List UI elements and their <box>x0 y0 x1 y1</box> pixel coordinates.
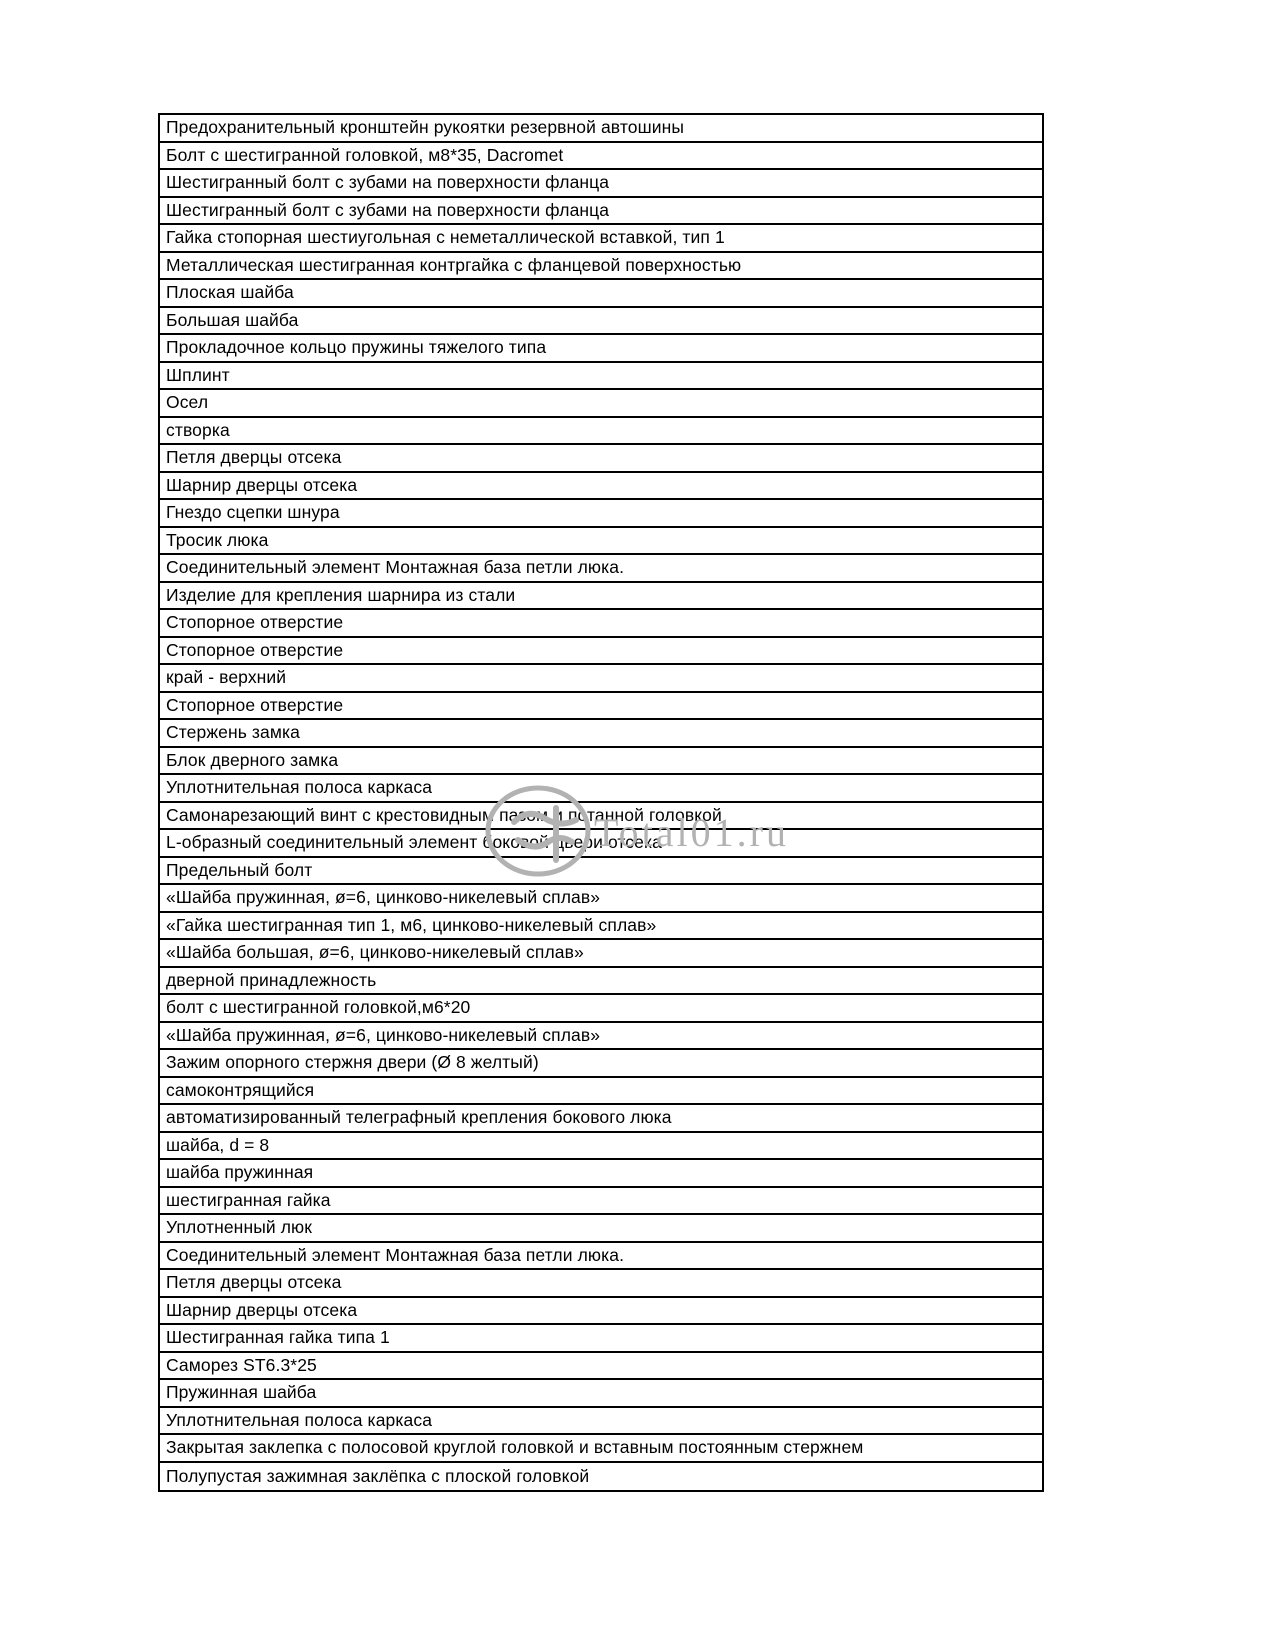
row-text: Болт с шестигранной головкой, м8*35, Dacromet <box>166 144 564 165</box>
table-row <box>160 143 1042 171</box>
table-row <box>160 1270 1042 1298</box>
row-text: край - верхний <box>166 667 287 687</box>
table-row <box>160 693 1042 721</box>
row-text: болт с шестигранной головкой,м6*20 <box>166 997 471 1017</box>
table-row <box>160 280 1042 308</box>
table-row <box>160 638 1042 666</box>
row-text: «Шайба пружинная, ø=6, цинково-никелевый сплав» <box>166 1024 601 1045</box>
row-text: Блок дверного замка <box>166 749 339 770</box>
row-text: Соединительный элемент Монтажная база петли люка. <box>166 557 625 577</box>
table-row <box>160 913 1042 941</box>
row-text: Закрытая заклепка с полосовой круглой головкой и вставным постоянным стержнем <box>166 1437 864 1457</box>
row-text: Стержень замка <box>166 722 300 742</box>
row-text: Шестигранная гайка типа 1 <box>166 1327 390 1347</box>
row-text: Стопорное отверстие <box>166 612 344 632</box>
row-text: Пружинная шайба <box>166 1382 317 1402</box>
table-row <box>160 1435 1042 1463</box>
parts-table <box>158 113 1044 1492</box>
table-row <box>160 1023 1042 1051</box>
table-row <box>160 885 1042 913</box>
table-row <box>160 363 1042 391</box>
table-row <box>160 445 1042 473</box>
table-row <box>160 1160 1042 1188</box>
table-row <box>160 1325 1042 1353</box>
table-row <box>160 115 1042 143</box>
table-row <box>160 473 1042 501</box>
table-row <box>160 1133 1042 1161</box>
row-text: «Шайба большая, ø=6, цинково-никелевый сплав» <box>166 942 584 962</box>
table-row <box>160 308 1042 336</box>
table-row <box>160 830 1042 858</box>
row-text: самоконтрящийся <box>166 1079 315 1100</box>
table-row <box>160 500 1042 528</box>
table-row <box>160 968 1042 996</box>
row-text: L-образный соединительный элемент боковой двери отсека <box>166 832 662 852</box>
table-row <box>160 995 1042 1023</box>
row-text: Стопорное отверстие <box>166 694 344 715</box>
row-text: Шестигранный болт с зубами на поверхности фланца <box>166 172 610 192</box>
row-text: Плоская шайба <box>166 282 294 302</box>
table-row <box>160 940 1042 968</box>
row-text: Шплинт <box>166 364 230 385</box>
row-text: Шестигранный болт с зубами на поверхности фланца <box>166 199 610 220</box>
table-row <box>160 1380 1042 1408</box>
table-row <box>160 418 1042 446</box>
table-row <box>160 1408 1042 1436</box>
table-row <box>160 720 1042 748</box>
table-row <box>160 665 1042 693</box>
row-text: Полупустая зажимная заклёпка с плоской головкой <box>166 1465 590 1486</box>
row-text: шайба, d = 8 <box>166 1134 270 1155</box>
row-text: Петля дверцы отсека <box>166 1272 342 1292</box>
table-row <box>160 170 1042 198</box>
table-row <box>160 1243 1042 1271</box>
row-text: «Шайба пружинная, ø=6, цинково-никелевый сплав» <box>166 887 601 907</box>
row-text: Уплотненный люк <box>166 1217 313 1237</box>
table-row <box>160 775 1042 803</box>
row-text: Тросик люка <box>166 529 269 550</box>
row-text: Шарнир дверцы отсека <box>166 474 358 495</box>
table-row <box>160 748 1042 776</box>
row-text: Петля дверцы отсека <box>166 447 342 467</box>
table-row <box>160 1078 1042 1106</box>
table-row <box>160 225 1042 253</box>
table-row <box>160 803 1042 831</box>
row-text: Уплотнительная полоса каркаса <box>166 1409 433 1430</box>
table-row <box>160 390 1042 418</box>
row-text: дверной принадлежность <box>166 969 377 990</box>
row-text: Шарнир дверцы отсека <box>166 1299 358 1320</box>
row-text: Прокладочное кольцо пружины тяжелого типа <box>166 337 547 357</box>
row-text: Гайка стопорная шестиугольная с неметаллической вставкой, тип 1 <box>166 227 725 247</box>
table-row <box>160 610 1042 638</box>
row-text: створка <box>166 419 230 440</box>
table-row <box>160 1105 1042 1133</box>
row-text: Предельный болт <box>166 859 313 880</box>
watermark-text: Total01.ru <box>594 810 789 855</box>
row-text: Большая шайба <box>166 309 299 330</box>
row-text: Осел <box>166 392 209 412</box>
row-text: шайба пружинная <box>166 1162 314 1182</box>
table-row <box>160 198 1042 226</box>
table-row <box>160 1298 1042 1326</box>
row-text: Изделие для крепления шарнира из стали <box>166 584 516 605</box>
table-row <box>160 1353 1042 1381</box>
table-row <box>160 555 1042 583</box>
table-row <box>160 1050 1042 1078</box>
row-text: Зажим опорного стержня двери (Ø 8 желтый) <box>166 1052 539 1072</box>
row-text: шестигранная гайка <box>166 1189 331 1210</box>
row-text: автоматизированный телеграфный крепления бокового люка <box>166 1107 672 1127</box>
table-row <box>160 1463 1042 1491</box>
row-text: Самонарезающий винт с крестовидным пазом и потанной головкой <box>166 804 722 825</box>
row-text: Соединительный элемент Монтажная база петли люка. <box>166 1244 625 1265</box>
table-row <box>160 583 1042 611</box>
row-text: Предохранительный кронштейн рукоятки резервной автошины <box>166 117 685 137</box>
row-text: Уплотнительная полоса каркаса <box>166 777 433 797</box>
table-row <box>160 335 1042 363</box>
row-text: Гнездо сцепки шнура <box>166 502 340 522</box>
table-row <box>160 858 1042 886</box>
row-text: Металлическая шестигранная контргайка с фланцевой поверхностью <box>166 254 742 275</box>
row-text: Стопорное отверстие <box>166 639 344 660</box>
table-row <box>160 1188 1042 1216</box>
table-row <box>160 1215 1042 1243</box>
table-row <box>160 528 1042 556</box>
row-text: «Гайка шестигранная тип 1, м6, цинково-никелевый сплав» <box>166 914 657 935</box>
table-row <box>160 253 1042 281</box>
row-text: Саморез ST6.3*25 <box>166 1354 317 1375</box>
